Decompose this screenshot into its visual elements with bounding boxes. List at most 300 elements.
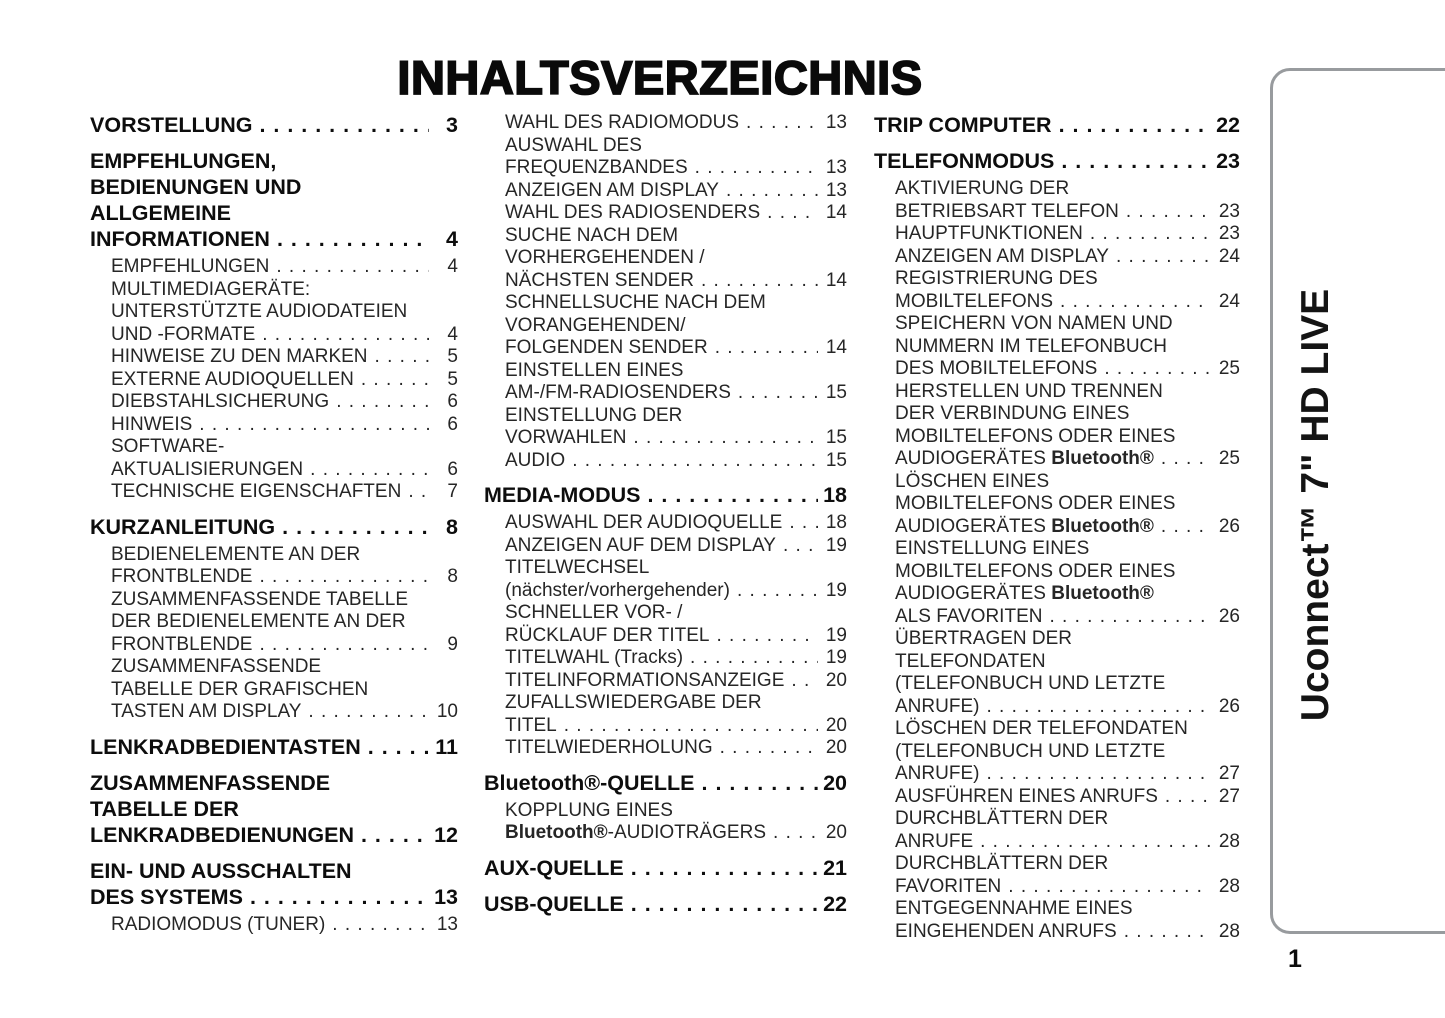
toc-text-segment: DES SYSTEMS bbox=[90, 884, 243, 909]
toc-entry-text bbox=[895, 921, 1117, 944]
toc-entry-text bbox=[895, 471, 1049, 492]
toc-entry-text bbox=[505, 670, 784, 693]
toc-text-segment: DER BEDIENELEMENTE AN DER bbox=[111, 611, 406, 632]
toc-page-number: 20 bbox=[825, 822, 847, 843]
toc-text-segment: ANRUFE bbox=[895, 830, 974, 852]
toc-entry-text bbox=[111, 701, 301, 724]
toc-text-segment: AUX-QUELLE bbox=[484, 855, 624, 880]
toc-text-segment: ANZEIGEN AM DISPLAY bbox=[895, 245, 1109, 267]
toc-page-number: 26 bbox=[1218, 515, 1240, 537]
dot-leader bbox=[773, 822, 818, 845]
toc-line bbox=[895, 808, 1240, 831]
toc-line bbox=[111, 414, 458, 437]
toc-entry-text bbox=[895, 178, 1069, 199]
toc-text-segment: (TELEFONBUCH UND LETZTE bbox=[895, 673, 1166, 694]
toc-entry-text bbox=[895, 403, 1129, 424]
toc-line bbox=[90, 770, 458, 796]
toc-page-number: 20 bbox=[825, 669, 847, 691]
toc-entry-text bbox=[895, 426, 1175, 447]
toc-line bbox=[505, 112, 847, 135]
toc-line bbox=[895, 336, 1240, 359]
toc-text-segment: RÜCKLAUF DER TITEL bbox=[505, 624, 710, 646]
toc-entry-text bbox=[484, 855, 624, 881]
toc-text-segment: AUDIO bbox=[505, 449, 566, 471]
dot-leader bbox=[572, 450, 818, 473]
toc-line bbox=[111, 301, 458, 324]
toc-page-number: 3 bbox=[446, 113, 458, 137]
toc-line bbox=[505, 692, 847, 715]
toc-line bbox=[90, 884, 458, 910]
toc-line bbox=[111, 256, 458, 279]
toc-line bbox=[895, 651, 1240, 674]
toc-line bbox=[895, 471, 1240, 494]
toc-entry-text bbox=[111, 544, 360, 565]
dot-leader bbox=[690, 647, 818, 670]
toc-sub-entry bbox=[90, 914, 458, 937]
toc-text-segment: ALS FAVORITEN bbox=[895, 605, 1043, 627]
toc-sub-entry bbox=[484, 202, 847, 225]
toc-sub-entry bbox=[874, 898, 1240, 943]
toc-entry-text bbox=[505, 270, 694, 293]
toc-entry-text bbox=[484, 482, 640, 508]
dot-leader bbox=[783, 535, 818, 558]
toc-line bbox=[895, 381, 1240, 404]
toc-entry-text bbox=[895, 268, 1098, 289]
toc-text-segment: EINSTELLUNG EINES bbox=[895, 538, 1090, 559]
toc-text-segment: EMPFEHLUNGEN, bbox=[90, 149, 277, 173]
dot-leader bbox=[564, 715, 818, 738]
toc-sub-entry bbox=[484, 135, 847, 180]
toc-line bbox=[895, 606, 1240, 629]
toc-line bbox=[111, 634, 458, 657]
toc-text-segment: BEDIENUNGEN UND bbox=[90, 175, 302, 199]
toc-sub-entry bbox=[90, 656, 458, 724]
toc-text-segment: (nächster/vorhergehender) bbox=[505, 579, 730, 601]
toc-text-segment: KOPPLUNG EINES bbox=[505, 799, 673, 821]
toc-entry-text bbox=[874, 148, 1054, 174]
toc-entry-text bbox=[895, 538, 1089, 559]
dot-leader bbox=[1061, 148, 1211, 174]
toc-page-number: 28 bbox=[1218, 830, 1240, 852]
toc-text-segment: USB-QUELLE bbox=[484, 891, 624, 916]
toc-line bbox=[505, 157, 847, 180]
dot-leader bbox=[715, 337, 818, 360]
toc-entry-text bbox=[90, 149, 276, 173]
toc-text-bold-segment: Bluetooth® bbox=[1051, 583, 1154, 604]
toc-line bbox=[111, 589, 458, 612]
toc-entry-text bbox=[895, 358, 1097, 381]
toc-entry-text bbox=[111, 346, 368, 369]
dot-leader bbox=[789, 512, 818, 535]
toc-line bbox=[895, 291, 1240, 314]
toc-page-number: 23 bbox=[1216, 149, 1240, 173]
toc-entry-text bbox=[90, 822, 354, 848]
toc-sub-entry bbox=[90, 544, 458, 589]
toc-entry-text bbox=[895, 831, 973, 854]
toc-sub-entry bbox=[484, 647, 847, 670]
toc-section-entry bbox=[90, 148, 458, 252]
dot-leader bbox=[767, 202, 818, 225]
toc-entry-text bbox=[505, 180, 719, 203]
toc-line bbox=[505, 512, 847, 535]
dot-leader bbox=[726, 180, 818, 203]
toc-page-number: 22 bbox=[1216, 113, 1240, 137]
toc-entry-text bbox=[505, 247, 705, 268]
toc-sub-entry bbox=[484, 800, 847, 845]
toc-page-number: 25 bbox=[1218, 358, 1240, 379]
toc-entry-text bbox=[111, 589, 408, 610]
toc-text-segment: REGISTRIERUNG DES bbox=[895, 268, 1098, 289]
toc-line bbox=[111, 436, 458, 459]
toc-line bbox=[505, 337, 847, 360]
toc-entry-text bbox=[111, 414, 192, 437]
toc-entry-text bbox=[895, 673, 1165, 694]
toc-page-number: 4 bbox=[447, 323, 458, 345]
toc-text-segment: TITEL bbox=[505, 714, 557, 736]
toc-entry-text bbox=[874, 112, 1052, 138]
toc-sub-entry bbox=[484, 405, 847, 450]
dot-leader bbox=[695, 157, 818, 180]
toc-text-segment: AKTUALISIERUNGEN bbox=[111, 458, 304, 480]
toc-entry-text bbox=[505, 225, 678, 246]
toc-text-segment: DURCHBLÄTTERN DER bbox=[895, 853, 1109, 874]
toc-page-number: 5 bbox=[447, 368, 458, 390]
dot-leader bbox=[368, 734, 429, 760]
toc-line bbox=[505, 800, 847, 823]
toc-section-entry bbox=[484, 855, 847, 881]
toc-line bbox=[895, 763, 1240, 786]
page-number: 1 bbox=[1288, 945, 1302, 973]
toc-sub-entry bbox=[484, 292, 847, 360]
dot-leader bbox=[1049, 606, 1211, 629]
toc-line bbox=[895, 741, 1240, 764]
toc-text-segment: VORANGEHENDEN/ bbox=[505, 314, 686, 336]
toc-line bbox=[895, 516, 1240, 539]
toc-page-number: 9 bbox=[447, 633, 458, 655]
toc-page-number: 13 bbox=[434, 884, 458, 909]
toc-line bbox=[484, 855, 847, 881]
toc-page-number: 19 bbox=[825, 647, 847, 668]
toc-line bbox=[895, 223, 1240, 246]
toc-entry-text bbox=[484, 891, 624, 917]
toc-entry-text bbox=[90, 226, 270, 252]
toc-line bbox=[505, 427, 847, 450]
toc-text-segment: FAVORITEN bbox=[895, 875, 1002, 897]
toc-entry-text bbox=[111, 436, 224, 457]
toc-text-segment: AUDIOGERÄTES bbox=[895, 583, 1052, 604]
toc-entry-text bbox=[505, 315, 686, 336]
toc-line bbox=[505, 270, 847, 293]
toc-line bbox=[505, 715, 847, 738]
toc-entry-text bbox=[505, 800, 673, 821]
toc-section-entry bbox=[90, 514, 458, 540]
toc-entry-text bbox=[505, 427, 626, 450]
toc-sub-entry bbox=[90, 346, 458, 369]
toc-entry-text bbox=[111, 566, 252, 589]
toc-entry-text bbox=[895, 448, 1154, 471]
toc-text-segment: AUSFÜHREN EINES ANRUFS bbox=[895, 785, 1158, 807]
toc-page-number: 13 bbox=[825, 112, 847, 133]
toc-sub-entry bbox=[484, 225, 847, 293]
toc-line bbox=[90, 514, 458, 540]
toc-text-segment: ALLGEMEINE bbox=[90, 201, 231, 225]
dot-leader bbox=[259, 566, 429, 589]
toc-line bbox=[90, 734, 458, 760]
toc-page-number: 13 bbox=[825, 157, 847, 178]
toc-line bbox=[895, 201, 1240, 224]
toc-entry-text bbox=[505, 382, 731, 405]
toc-text-segment: AUDIOGERÄTES bbox=[895, 515, 1052, 537]
toc-line bbox=[111, 701, 458, 724]
toc-line bbox=[895, 786, 1240, 809]
toc-entry-text bbox=[895, 876, 1001, 899]
dot-leader bbox=[631, 855, 818, 881]
toc-entry-text bbox=[90, 734, 361, 760]
toc-text-segment: TITELWECHSEL bbox=[505, 557, 650, 578]
toc-line bbox=[505, 292, 847, 315]
toc-entry-text bbox=[895, 246, 1109, 269]
toc-text-segment: -AUDIOTRÄGERS bbox=[607, 822, 767, 843]
toc-entry-text bbox=[505, 337, 708, 360]
toc-entry-text bbox=[505, 450, 565, 473]
toc-sub-entry bbox=[90, 436, 458, 481]
toc-text-segment: HAUPTFUNKTIONEN bbox=[895, 223, 1083, 244]
dot-leader bbox=[375, 346, 429, 369]
toc-text-segment: EMPFEHLUNGEN bbox=[111, 256, 270, 277]
toc-text-segment: TITELINFORMATIONSANZEIGE bbox=[505, 669, 785, 691]
toc-sub-entry bbox=[90, 369, 458, 392]
toc-line bbox=[484, 891, 847, 917]
dot-leader bbox=[332, 914, 429, 937]
dot-leader bbox=[1165, 786, 1211, 809]
toc-line bbox=[505, 670, 847, 693]
toc-text-bold-segment: Bluetooth® bbox=[1051, 448, 1154, 469]
toc-entry-text bbox=[895, 718, 1188, 739]
toc-sub-entry bbox=[484, 670, 847, 693]
toc-page-number: 11 bbox=[435, 734, 458, 759]
toc-line bbox=[895, 313, 1240, 336]
toc-entry-text bbox=[90, 175, 301, 199]
toc-page-number: 22 bbox=[823, 891, 847, 916]
toc-sub-entry bbox=[484, 512, 847, 535]
toc-sub-entry bbox=[484, 602, 847, 647]
toc-page-number: 24 bbox=[1218, 290, 1240, 312]
toc-text-segment: SUCHE NACH DEM bbox=[505, 224, 679, 246]
toc-sub-entry bbox=[90, 391, 458, 414]
toc-page-number: 13 bbox=[436, 913, 458, 935]
toc-entry-text bbox=[111, 301, 407, 322]
dot-leader bbox=[986, 763, 1211, 786]
toc-entry-text bbox=[111, 369, 354, 392]
toc-entry-text bbox=[484, 770, 695, 796]
toc-entry-text bbox=[505, 822, 766, 845]
toc-page-number: 20 bbox=[825, 714, 847, 736]
toc-line bbox=[505, 180, 847, 203]
toc-sub-entry bbox=[874, 808, 1240, 853]
toc-sub-entry bbox=[874, 223, 1240, 246]
toc-entry-text bbox=[111, 611, 406, 632]
toc-entry-text bbox=[895, 898, 1133, 919]
toc-text-segment: KURZANLEITUNG bbox=[90, 514, 276, 539]
toc-entry-text bbox=[111, 279, 310, 300]
toc-section-entry bbox=[484, 770, 847, 796]
toc-line bbox=[90, 200, 458, 226]
toc-line bbox=[895, 538, 1240, 561]
dot-leader bbox=[408, 481, 429, 504]
toc-section-entry bbox=[90, 112, 458, 138]
toc-page-number: 19 bbox=[825, 534, 847, 556]
toc-entry-text bbox=[895, 808, 1108, 829]
dot-leader bbox=[746, 112, 818, 135]
toc-text-segment: ZUSAMMENFASSENDE bbox=[111, 656, 322, 677]
toc-page-number: 10 bbox=[436, 701, 458, 722]
dot-leader bbox=[308, 701, 429, 724]
dot-leader bbox=[277, 226, 429, 252]
toc-entry-text bbox=[505, 535, 776, 558]
toc-page-number: 23 bbox=[1218, 200, 1240, 222]
toc-page-number: 6 bbox=[447, 391, 458, 412]
toc-line bbox=[505, 602, 847, 625]
dot-leader bbox=[1161, 516, 1211, 539]
toc-page-number: 28 bbox=[1218, 920, 1240, 942]
toc-entry-text bbox=[895, 606, 1042, 629]
toc-line bbox=[111, 679, 458, 702]
toc-page-number: 15 bbox=[825, 382, 847, 403]
dot-leader bbox=[1008, 876, 1211, 899]
toc-entry-text bbox=[111, 914, 325, 937]
toc-line bbox=[111, 656, 458, 679]
toc-line bbox=[505, 535, 847, 558]
toc-entry-text bbox=[505, 580, 730, 603]
toc-text-segment: TABELLE DER GRAFISCHEN bbox=[111, 678, 369, 700]
dot-leader bbox=[361, 369, 429, 392]
toc-section-entry bbox=[874, 148, 1240, 174]
toc-entry-text bbox=[505, 292, 766, 313]
toc-page-number: 23 bbox=[1218, 223, 1240, 244]
toc-line bbox=[111, 391, 458, 414]
toc-line bbox=[505, 557, 847, 580]
toc-line bbox=[484, 482, 847, 508]
toc-text-segment: MULTIMEDIAGERÄTE: bbox=[111, 278, 311, 300]
toc-text-segment: INFORMATIONEN bbox=[90, 227, 270, 251]
toc-entry-text bbox=[505, 405, 682, 426]
toc-line bbox=[505, 405, 847, 428]
toc-text-segment: LENKRADBEDIENTASTEN bbox=[90, 734, 361, 759]
toc-text-segment: ZUSAMMENFASSENDE TABELLE bbox=[111, 588, 409, 610]
toc-line bbox=[90, 148, 458, 174]
toc-page-number: 14 bbox=[825, 202, 847, 223]
toc-entry-text bbox=[111, 256, 269, 279]
toc-sub-entry bbox=[874, 538, 1240, 628]
toc-line bbox=[895, 628, 1240, 651]
toc-text-segment: VORSTELLUNG bbox=[90, 113, 253, 137]
toc-text-segment: TECHNISCHE EIGENSCHAFTEN bbox=[111, 481, 402, 502]
toc-entry-text bbox=[895, 381, 1163, 402]
toc-line bbox=[505, 315, 847, 338]
toc-section-entry bbox=[90, 734, 458, 760]
dot-leader bbox=[720, 737, 818, 760]
dot-leader bbox=[633, 427, 818, 450]
dot-leader bbox=[702, 770, 818, 796]
toc-sub-entry bbox=[90, 481, 458, 504]
toc-page-number: 28 bbox=[1218, 875, 1240, 897]
toc-line bbox=[895, 673, 1240, 696]
toc-line bbox=[111, 544, 458, 567]
toc-line bbox=[111, 346, 458, 369]
toc-text-segment: LÖSCHEN DER TELEFONDATEN bbox=[895, 718, 1188, 739]
toc-entry-text bbox=[505, 602, 682, 623]
toc-page-number: 27 bbox=[1218, 785, 1240, 807]
toc-line bbox=[895, 898, 1240, 921]
toc-sub-entry bbox=[90, 414, 458, 437]
toc-page-number: 13 bbox=[825, 179, 847, 201]
toc-page-number: 18 bbox=[825, 512, 847, 533]
toc-page-number: 7 bbox=[447, 481, 458, 502]
toc-page-number: 15 bbox=[825, 449, 847, 471]
toc-text-segment: LENKRADBEDIENUNGEN bbox=[90, 822, 354, 847]
toc-line bbox=[90, 174, 458, 200]
toc-entry-text bbox=[895, 763, 979, 786]
toc-entry-text bbox=[895, 313, 1173, 334]
toc-text-bold-segment: Bluetooth® bbox=[1051, 515, 1154, 537]
dot-leader bbox=[262, 324, 429, 347]
toc-text-segment: MEDIA-MODUS bbox=[484, 483, 641, 507]
dot-leader bbox=[1161, 448, 1211, 471]
toc-text-segment: ANRUFE) bbox=[895, 763, 980, 784]
dot-leader bbox=[276, 256, 429, 279]
toc-sub-entry bbox=[90, 589, 458, 657]
toc-entry-text bbox=[505, 715, 557, 738]
toc-page-number: 12 bbox=[434, 822, 458, 847]
toc-line bbox=[505, 580, 847, 603]
toc-entry-text bbox=[90, 884, 243, 910]
toc-line bbox=[895, 921, 1240, 944]
toc-line bbox=[895, 696, 1240, 719]
toc-entry-text bbox=[895, 583, 1154, 604]
toc-sub-entry bbox=[874, 471, 1240, 539]
toc-line bbox=[90, 226, 458, 252]
toc-entry-text bbox=[895, 336, 1167, 357]
toc-sub-entry bbox=[484, 692, 847, 737]
toc-sub-entry bbox=[874, 246, 1240, 269]
toc-text-segment: AUSWAHL DER AUDIOQUELLE bbox=[505, 512, 783, 533]
toc-text-segment: EINGEHENDEN ANRUFS bbox=[895, 920, 1117, 942]
dot-leader bbox=[1090, 223, 1211, 246]
toc-text-segment: TASTEN AM DISPLAY bbox=[111, 701, 302, 722]
toc-page-number: 15 bbox=[825, 427, 847, 448]
toc-line bbox=[895, 493, 1240, 516]
toc-line bbox=[90, 112, 458, 138]
toc-text-segment: BETRIEBSART TELEFON bbox=[895, 200, 1119, 222]
toc-text-segment: TITELWAHL (Tracks) bbox=[505, 647, 684, 668]
toc-text-segment: TABELLE DER bbox=[90, 796, 239, 821]
dot-leader bbox=[336, 391, 429, 414]
dot-leader bbox=[361, 822, 429, 848]
toc-entry-text bbox=[895, 628, 1072, 649]
toc-sub-entry bbox=[484, 535, 847, 558]
toc-text-segment: UNTERSTÜTZTE AUDIODATEIEN bbox=[111, 301, 408, 322]
toc-line bbox=[895, 448, 1240, 471]
toc-line bbox=[895, 403, 1240, 426]
toc-line bbox=[111, 279, 458, 302]
toc-text-segment: BEDIENELEMENTE AN DER bbox=[111, 543, 361, 565]
toc-text-segment: LÖSCHEN EINES bbox=[895, 470, 1050, 492]
toc-text-segment: ZUFALLSWIEDERGABE DER bbox=[505, 692, 762, 713]
dot-leader bbox=[701, 270, 818, 293]
toc-text-segment: SPEICHERN VON NAMEN UND bbox=[895, 313, 1173, 334]
toc-entry-text bbox=[111, 391, 329, 414]
toc-entry-text bbox=[505, 112, 739, 135]
